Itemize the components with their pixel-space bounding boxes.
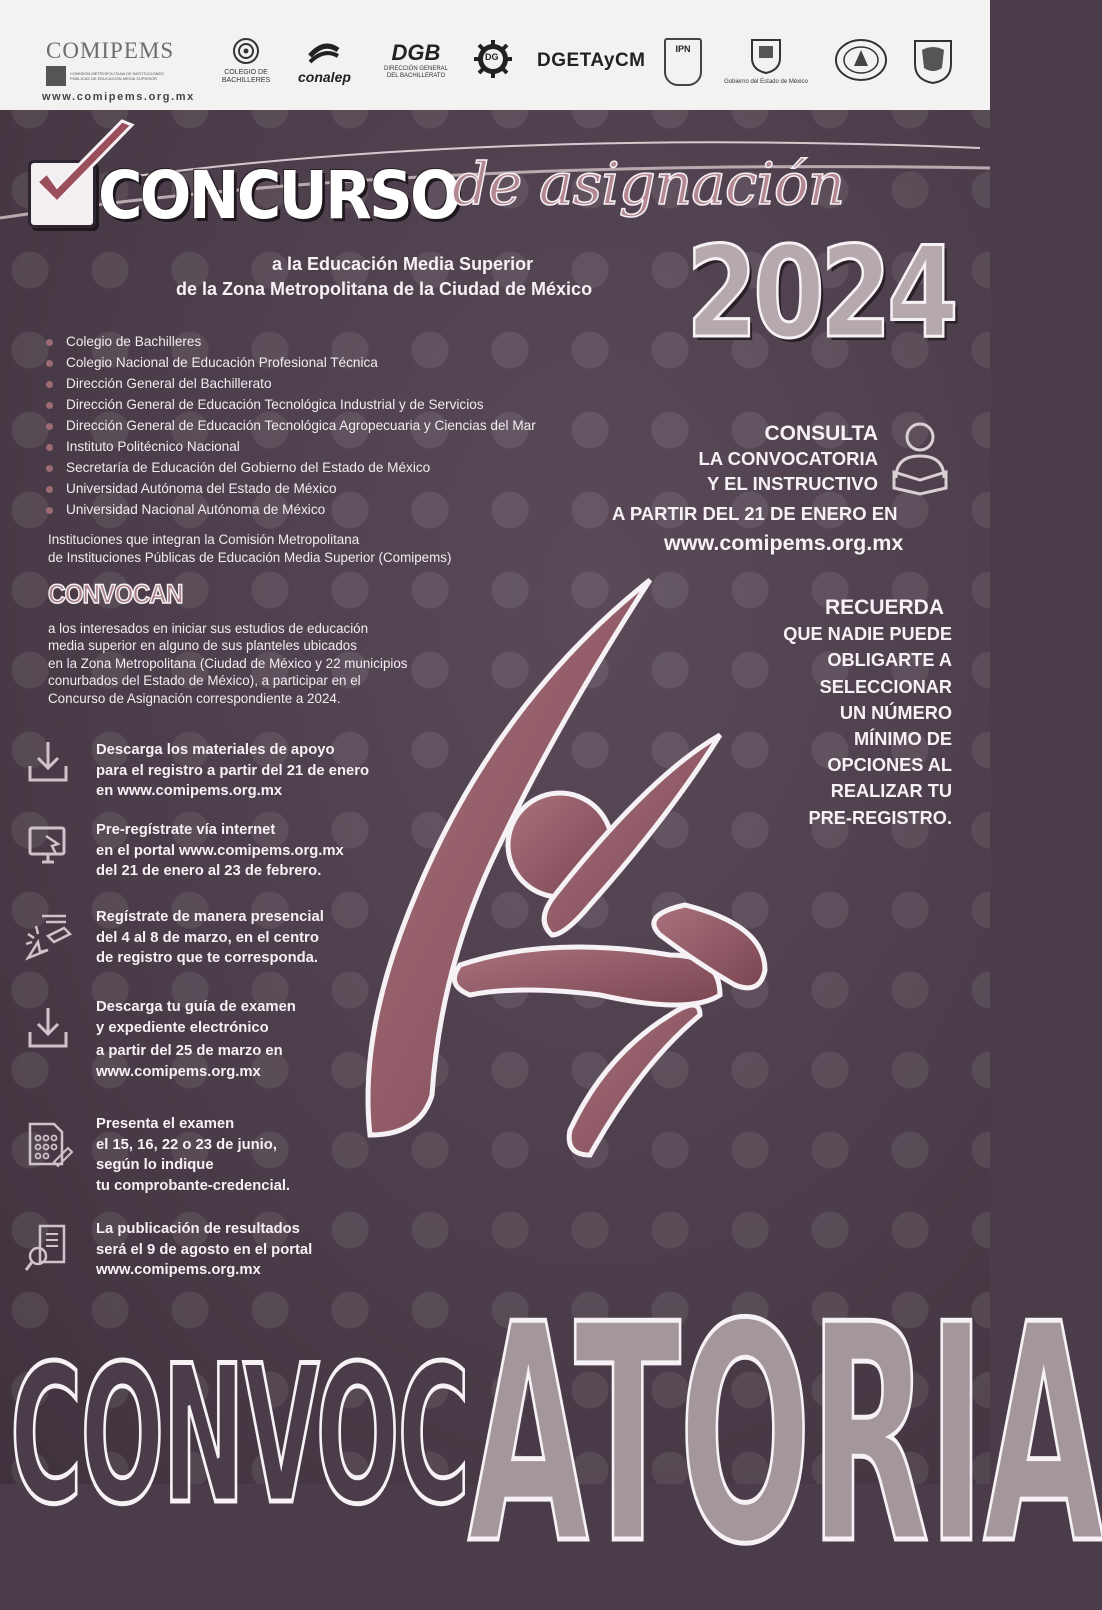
convocan-line: a los interesados en iniciar sus estudios de educación	[48, 621, 369, 636]
consulta-block	[600, 421, 878, 496]
list-item: Universidad Nacional Autónoma de México	[46, 499, 536, 520]
step-line: para el registro a partir del 21 de enero	[96, 762, 370, 779]
step-line: Regístrate de manera presencial	[96, 909, 324, 925]
recuerda-line: OPCIONES AL	[827, 755, 952, 776]
recuerda-line: QUE NADIE PUEDE	[783, 624, 952, 645]
uaem-logo	[834, 38, 888, 87]
step-line: el 15, 16, 22 o 23 de junio,	[96, 1136, 277, 1153]
step-line: La publicación de resultados	[96, 1221, 300, 1237]
step-line: del 21 de enero al 23 de febrero.	[96, 863, 322, 879]
step-line: de registro que te corresponda.	[96, 950, 319, 966]
consulta-line: A PARTIR DEL 21 DE ENERO EN	[612, 503, 898, 524]
convocan-heading: CONVOCAN	[48, 579, 183, 609]
institutions-note-line: de Instituciones Públicas de Educación Media Superior (Comipems)	[48, 550, 452, 565]
consulta-line: Y EL INSTRUCTIVO	[707, 473, 878, 494]
convocan-line: en la Zona Metropolitana (Ciudad de México y 22 municipios	[48, 655, 408, 671]
pencil-click-icon	[24, 912, 72, 960]
checkbox-icon	[28, 160, 96, 228]
convocan-line: media superior en alguno de sus planteles ubicados	[48, 638, 357, 654]
recuerda-line: PRE-REGISTRO.	[808, 807, 952, 828]
comipems-logo	[46, 38, 174, 86]
title-year: 2024	[686, 219, 954, 366]
title-de-asignacion: de asignación	[452, 150, 845, 218]
step-line: en el portal www.comipems.org.mx	[96, 842, 344, 859]
title-subtitle-line2: de la Zona Metropolitana de la Ciudad de México	[176, 279, 593, 299]
convocan-line: Concurso de Asignación correspondiente a 2024.	[48, 690, 341, 706]
header-website[interactable]: www.comipems.org.mx	[42, 91, 195, 103]
conalep-logo-mark	[304, 42, 344, 64]
list-item: Colegio de Bachilleres	[46, 331, 536, 352]
convocatoria-part1: CONVOC	[10, 1325, 468, 1546]
consulta-url[interactable]: www.comipems.org.mx	[664, 531, 904, 555]
dgb-logo-subtitle: DIRECCIÓN GENERAL DEL BACHILLERATO	[383, 66, 448, 79]
step-line: y expediente electrónico	[96, 1019, 269, 1036]
list-item: Universidad Autónoma del Estado de México	[46, 478, 536, 499]
colbach-logo-mark	[233, 38, 259, 64]
institutions-note-line: Instituciones que integran la Comisión Metropolitana	[48, 532, 360, 547]
step-line: del 4 al 8 de marzo, en el centro	[96, 929, 319, 946]
reading-person-icon	[888, 422, 950, 494]
recuerda-line: SELECCIONAR	[819, 676, 952, 697]
unam-seal-icon	[912, 38, 954, 84]
logo-bar	[0, 0, 990, 110]
institutions-note	[48, 531, 451, 567]
consulta-line: CONSULTA	[764, 422, 878, 445]
recuerda-line: UN NÚMERO	[839, 702, 952, 723]
convocan-line: conurbados del Estado de México), a participar en el	[48, 673, 361, 689]
download-icon	[24, 1004, 72, 1052]
edomex-logo-text: Gobierno del Estado de México	[724, 79, 808, 85]
title-subtitle-line1: a la Educación Media Superior	[272, 254, 534, 274]
ipn-logo	[664, 38, 702, 86]
step-download-materials	[96, 740, 369, 802]
step-preregister	[96, 820, 344, 882]
edomex-logo	[718, 36, 814, 85]
comipems-logo-mark	[46, 66, 66, 86]
colbach-logo	[214, 38, 278, 85]
step-line[interactable]: www.comipems.org.mx	[96, 1262, 261, 1278]
dgeti-logo	[474, 40, 512, 83]
institutions-list	[46, 331, 536, 520]
ipn-logo-text: IPN	[675, 44, 691, 54]
computer-click-icon	[24, 822, 72, 870]
coat-of-arms-icon	[749, 36, 783, 74]
dgb-logo-text: DGB	[391, 40, 441, 65]
step-line[interactable]: www.comipems.org.mx	[96, 1063, 261, 1080]
comipems-logo-subtitle: COMISIÓN METROPOLITANA DE INSTITUCIONES PÚBLICAS DE EDUCACIÓN MEDIA SUPERIOR	[70, 71, 164, 81]
comipems-logo-text: COMIPEMS	[46, 38, 175, 63]
step-line: será el 9 de agosto en el portal	[96, 1241, 313, 1258]
download-icon	[24, 738, 72, 786]
recuerda-heading: RECUERDA	[824, 596, 944, 619]
list-item: Instituto Politécnico Nacional	[46, 436, 536, 457]
step-register-in-person	[96, 907, 324, 969]
answer-sheet-icon	[24, 1120, 72, 1168]
step-line: según lo indique	[96, 1157, 214, 1173]
list-item: Dirección General del Bachillerato	[46, 373, 536, 394]
step-line: Descarga tu guía de examen	[96, 999, 296, 1015]
colbach-logo-text: COLEGIO DE BACHILLERES	[221, 69, 271, 84]
step-line: Presenta el examen	[96, 1116, 235, 1132]
recuerda-line: MÍNIMO DE	[853, 729, 952, 750]
convocatoria-footer	[10, 1186, 1102, 1610]
uaem-seal-icon	[834, 38, 888, 82]
step-take-exam	[96, 1114, 290, 1196]
step-line: Descarga los materiales de apoyo	[96, 742, 335, 758]
list-item: Dirección General de Educación Tecnológica Agropecuaria y Ciencias del Mar	[46, 415, 536, 436]
list-item: Dirección General de Educación Tecnológica Industrial y de Servicios	[46, 394, 536, 415]
dgb-logo	[378, 40, 454, 80]
conalep-logo	[298, 42, 351, 85]
dgeti-logo-text: DG	[485, 52, 499, 62]
title-concurso: CONCURSO	[98, 157, 459, 234]
recuerda-line: REALIZAR TU	[830, 781, 952, 802]
list-item: Colegio Nacional de Educación Profesional Técnica	[46, 352, 536, 373]
step-line: a partir del 25 de marzo en	[96, 1043, 283, 1059]
conalep-logo-text: conalep	[298, 69, 351, 85]
list-item: Secretaría de Educación del Gobierno del Estado de México	[46, 457, 536, 478]
dgetaycm-logo: DGETAyCM	[537, 50, 646, 71]
step-download-guide	[96, 997, 296, 1082]
step-line: Pre-regístrate vía internet	[96, 822, 276, 838]
step-line[interactable]: en www.comipems.org.mx	[96, 783, 283, 799]
recuerda-line: OBLIGARTE A	[827, 650, 952, 671]
step-line: tu comprobante-credencial.	[96, 1177, 291, 1194]
consulta-line: LA CONVOCATORIA	[698, 448, 878, 469]
unam-logo	[912, 38, 954, 89]
recuerda-block	[700, 595, 952, 831]
convocatoria-part2: ATORIA	[467, 1261, 1102, 1610]
